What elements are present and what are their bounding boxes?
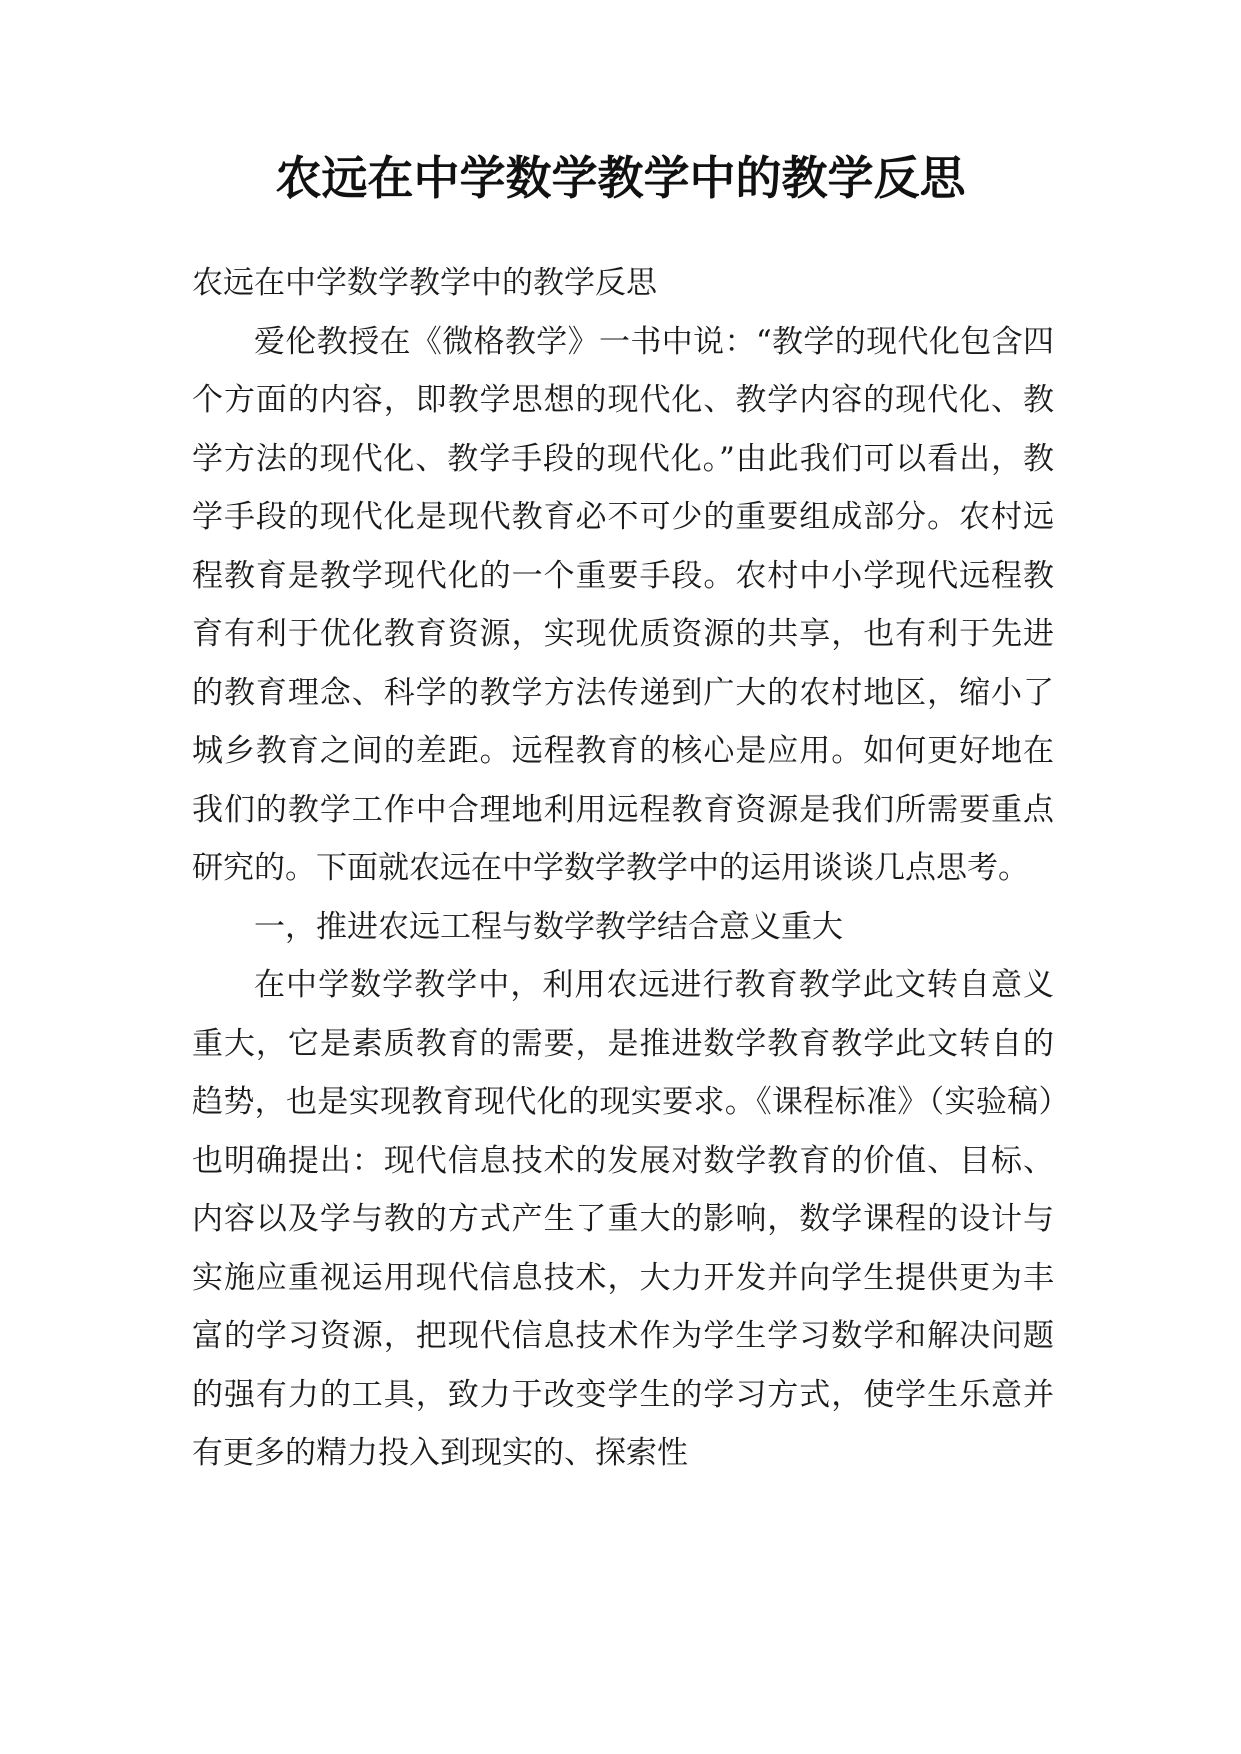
section-1-paragraph: 在中学数学教学中，利用农远进行教育教学此文转自意义重大，它是素质教育的需要，是推进数学教育教学此文转自的趋势，也是实现教育现代化的现实要求。《课程标准》（实验稿）也明确提出：现代信息技术的发展对数学教育的价值、目标、内容以及学与教的方式产生了重大的影响，数学课程的设计与实施应重视运用现代信息技术，大力开发并向学生提供更为丰富的学习资源，把现代信息技术作为学生学习数学和解决问题的强有力的工具，致力于改变学生的学习方式，使学生乐意并有更多的精力投入到现实的、探索性	[192, 967, 1054, 1471]
document-body	[192, 254, 1054, 1483]
intro-paragraph: 爱伦教授在《微格教学》一书中说：“教学的现代化包含四个方面的内容，即教学思想的现代化、教学内容的现代化、教学方法的现代化、教学手段的现代化。”由此我们可以看出，教学手段的现代化是现代教育必不可少的重要组成部分。农村远程教育是教学现代化的一个重要手段。农村中小学现代远程教育有利于优化教育资源，实现优质资源的共享，也有利于先进的教育理念、科学的教学方法传递到广大的农村地区，缩小了城乡教育之间的差距。远程教育的核心是应用。如何更好地在我们的教学工作中合理地利用远程教育资源是我们所需要重点研究的。下面就农远在中学数学教学中的运用谈谈几点思考。	[192, 323, 1054, 886]
document-title: 农远在中学数学教学中的教学反思	[275, 151, 966, 205]
section-heading-1: 一，推进农远工程与数学教学结合意义重大	[254, 908, 843, 945]
subtitle-paragraph: 农远在中学数学教学中的教学反思	[192, 265, 657, 301]
